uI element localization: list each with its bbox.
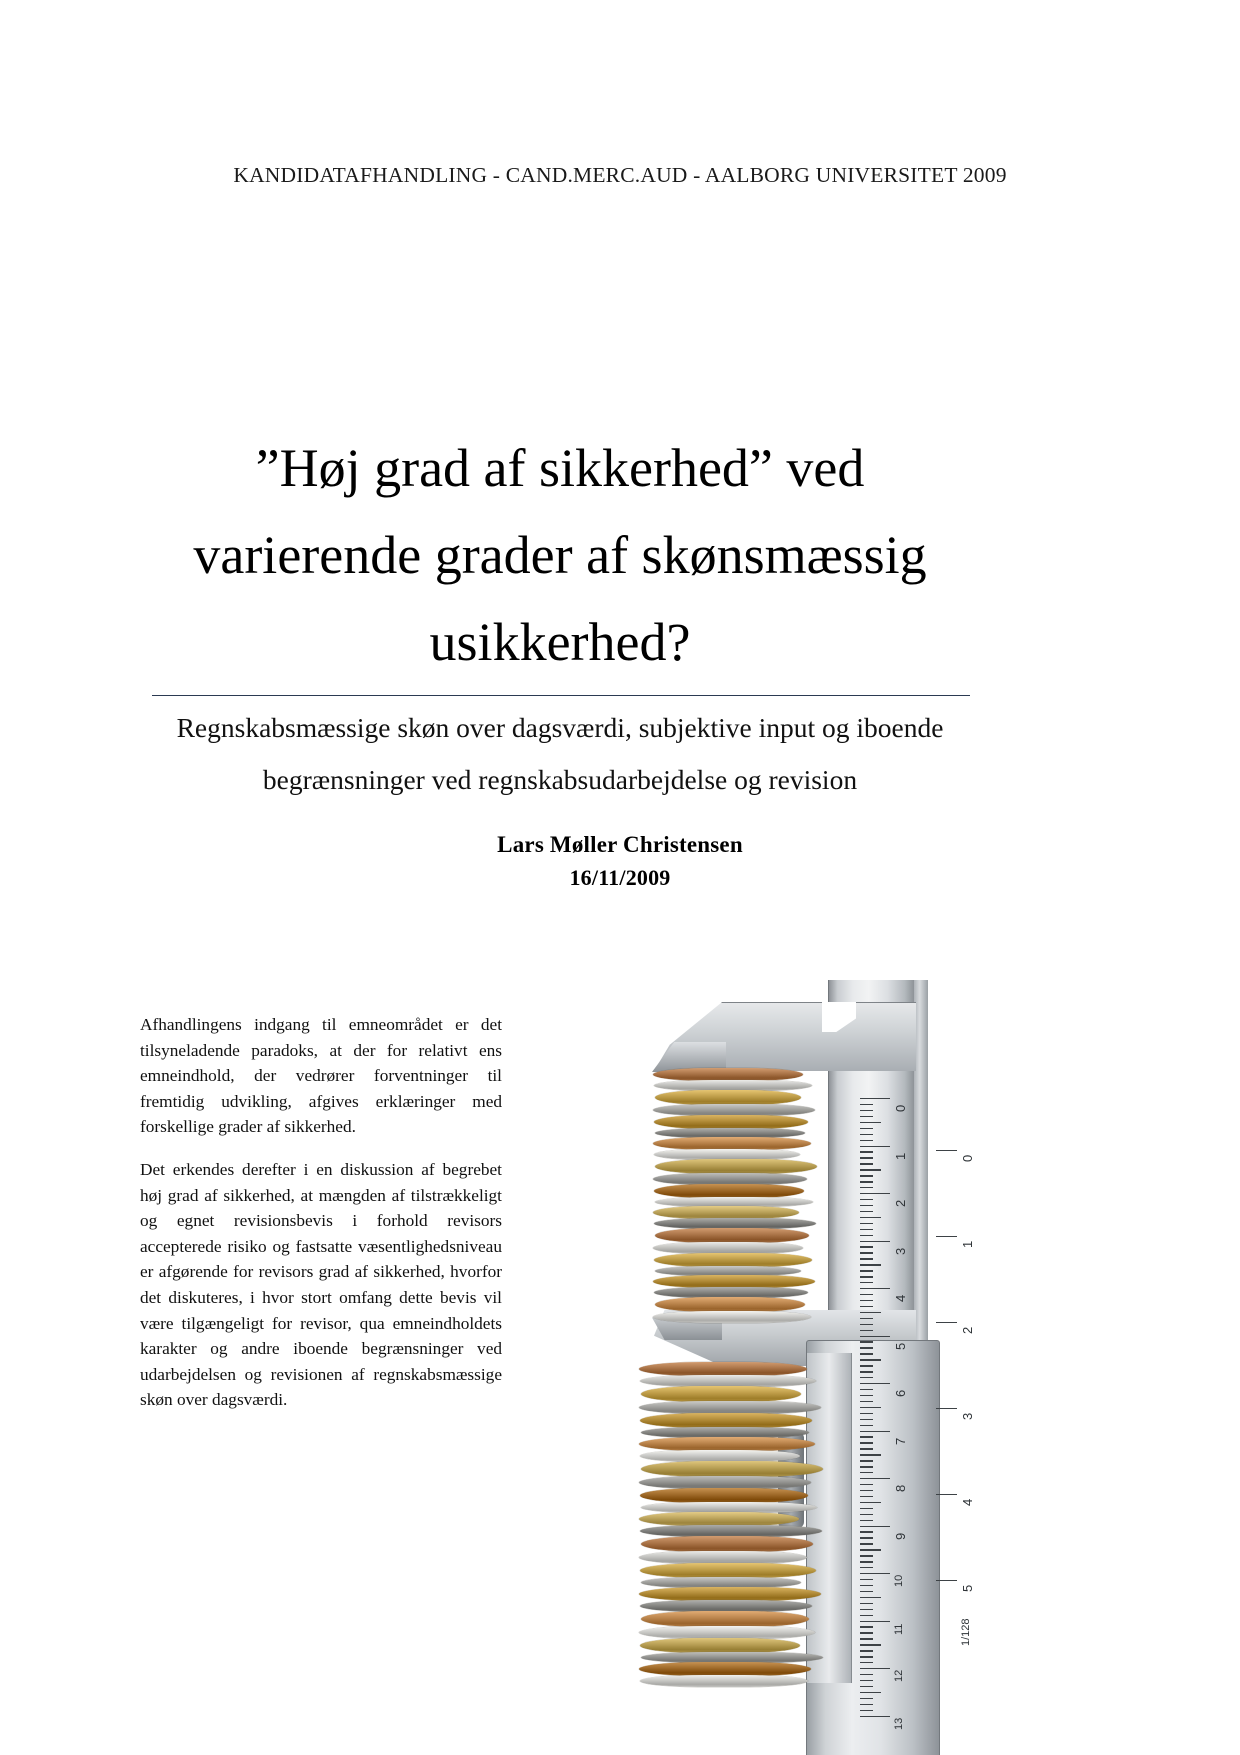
scale-tick-major bbox=[860, 1098, 890, 1099]
scale-tick-minor bbox=[860, 1181, 873, 1182]
scale-tick-minor bbox=[860, 1448, 873, 1449]
scale-tick-minor bbox=[860, 1674, 873, 1675]
scale-tick-minor bbox=[860, 1585, 873, 1586]
scale-tick-minor bbox=[860, 1609, 873, 1610]
scale-tick-minor bbox=[860, 1300, 873, 1301]
scale-label: 6 bbox=[893, 1389, 908, 1397]
scale-tick-minor bbox=[860, 1140, 873, 1141]
coin bbox=[655, 1297, 805, 1312]
scale-tick-major bbox=[860, 1146, 890, 1147]
scale-tick-minor bbox=[860, 1603, 873, 1604]
scale-tick-minor bbox=[860, 1371, 873, 1372]
scale-label: 10 bbox=[893, 1574, 905, 1587]
scale-tick-minor bbox=[860, 1520, 873, 1521]
abstract-block bbox=[140, 1012, 502, 1413]
scale-label: 4 bbox=[893, 1294, 908, 1302]
abstract-paragraph: Afhandlingens indgang til emneområdet er det tilsyneladende paradoks, at der for relativt ens emneindhold, der vedrører forventninger til fremtidig udvikling, afgives erklæringer med forskellige grader af sikkerhed. bbox=[140, 1015, 502, 1137]
scale-tick-minor bbox=[860, 1229, 873, 1230]
scale-tick-minor bbox=[860, 1472, 873, 1473]
scale-tick-minor bbox=[860, 1104, 873, 1105]
scale-tick-minor bbox=[860, 1555, 873, 1556]
coin bbox=[639, 1437, 815, 1451]
coin bbox=[641, 1386, 801, 1402]
coin bbox=[640, 1488, 808, 1503]
subtitle-line-2: begrænsninger ved regnskabsudarbejdelse og revision bbox=[262, 764, 858, 795]
scale-tick-minor bbox=[860, 1187, 873, 1188]
scale-tick-minor bbox=[860, 1294, 873, 1295]
coin bbox=[653, 1311, 811, 1323]
vernier-label: 5 bbox=[960, 1584, 975, 1592]
scale-label: 3 bbox=[893, 1247, 908, 1255]
title-line-1: ”Høj grad af sikkerhed” ved bbox=[255, 438, 865, 498]
scale-tick-minor bbox=[860, 1169, 881, 1170]
scale-tick-minor bbox=[860, 1389, 873, 1390]
scale-tick-minor bbox=[860, 1359, 881, 1360]
scale-tick-minor bbox=[860, 1199, 873, 1200]
vernier-tick bbox=[936, 1580, 957, 1581]
scale-tick-minor bbox=[860, 1377, 873, 1378]
scale-label: 9 bbox=[893, 1532, 908, 1540]
coin-stack-upper bbox=[644, 1068, 820, 1368]
scale-label: 8 bbox=[893, 1484, 908, 1492]
scale-tick-major bbox=[860, 1621, 890, 1622]
scale-tick-minor bbox=[860, 1626, 873, 1627]
scale-tick-minor bbox=[860, 1502, 881, 1503]
coin bbox=[641, 1461, 823, 1477]
scale-tick-minor bbox=[860, 1514, 873, 1515]
scale-tick-minor bbox=[860, 1110, 873, 1111]
scale-tick-major bbox=[860, 1431, 890, 1432]
scale-tick-minor bbox=[860, 1454, 881, 1455]
author-name: Lars Møller Christensen bbox=[497, 832, 743, 857]
vernier-label: 2 bbox=[960, 1326, 975, 1334]
scale-tick-minor bbox=[860, 1258, 873, 1259]
vernier-label: 4 bbox=[960, 1498, 975, 1506]
title-line-3: usikkerhed? bbox=[429, 612, 691, 672]
scale-tick-minor bbox=[860, 1490, 873, 1491]
scale-tick-minor bbox=[860, 1567, 873, 1568]
scale-tick-minor bbox=[860, 1425, 873, 1426]
scale-tick-minor bbox=[860, 1116, 873, 1117]
vernier-label: 0 bbox=[960, 1154, 975, 1162]
scale-tick-minor bbox=[860, 1163, 873, 1164]
scale-tick-minor bbox=[860, 1579, 873, 1580]
coin bbox=[639, 1587, 821, 1601]
coin bbox=[639, 1662, 811, 1676]
scale-tick-minor bbox=[860, 1395, 873, 1396]
scale-tick-minor bbox=[860, 1276, 873, 1277]
subtitle-block bbox=[150, 702, 970, 806]
scale-label: 2 bbox=[893, 1199, 908, 1207]
scale-tick-minor bbox=[860, 1597, 881, 1598]
coin bbox=[639, 1512, 799, 1526]
scale-tick-minor bbox=[860, 1704, 873, 1705]
scale-tick-minor bbox=[860, 1211, 873, 1212]
scale-tick-minor bbox=[860, 1175, 873, 1176]
photo-inner bbox=[636, 980, 1106, 1755]
scale-tick-minor bbox=[860, 1615, 873, 1616]
document-date: 16/11/2009 bbox=[569, 865, 671, 890]
vernier-tick bbox=[936, 1494, 957, 1495]
scale-tick-major bbox=[860, 1716, 890, 1717]
scale-label: 12 bbox=[893, 1669, 905, 1682]
scale-tick-minor bbox=[860, 1484, 873, 1485]
title-divider-rule bbox=[152, 695, 970, 696]
scale-tick-minor bbox=[860, 1680, 873, 1681]
scale-tick-minor bbox=[860, 1353, 873, 1354]
scale-tick-minor bbox=[860, 1223, 873, 1224]
scale-tick-minor bbox=[860, 1419, 873, 1420]
coin bbox=[640, 1675, 808, 1687]
scale-tick-minor bbox=[860, 1270, 873, 1271]
coin bbox=[639, 1362, 807, 1376]
scale-tick-minor bbox=[860, 1466, 873, 1467]
title-block bbox=[150, 425, 970, 686]
scale-tick-minor bbox=[860, 1413, 873, 1414]
scale-tick-minor bbox=[860, 1442, 873, 1443]
scale-tick-minor bbox=[860, 1217, 881, 1218]
coin bbox=[654, 1115, 808, 1129]
coin bbox=[641, 1611, 809, 1627]
scale-tick-minor bbox=[860, 1436, 873, 1437]
scale-tick-minor bbox=[860, 1312, 881, 1313]
scale-tick-major bbox=[860, 1383, 890, 1384]
vernier-tick bbox=[936, 1408, 957, 1409]
scale-tick-minor bbox=[860, 1347, 873, 1348]
scale-tick-minor bbox=[860, 1407, 881, 1408]
scale-tick-minor bbox=[860, 1656, 873, 1657]
scale-tick-major bbox=[860, 1336, 890, 1337]
scale-tick-minor bbox=[860, 1460, 873, 1461]
vernier-tick bbox=[936, 1322, 957, 1323]
scale-tick-major bbox=[860, 1478, 890, 1479]
coin bbox=[641, 1536, 813, 1552]
scale-tick-minor bbox=[860, 1401, 873, 1402]
scale-tick-minor bbox=[860, 1365, 873, 1366]
scale-tick-minor bbox=[860, 1591, 873, 1592]
vernier-fraction-label: 1/128 bbox=[960, 1618, 972, 1646]
scale-tick-minor bbox=[860, 1157, 873, 1158]
scale-tick-minor bbox=[860, 1692, 881, 1693]
scale-label: 5 bbox=[893, 1342, 908, 1350]
scale-tick-minor bbox=[860, 1341, 873, 1342]
scale-tick-major bbox=[860, 1573, 890, 1574]
scale-label: 1 bbox=[893, 1152, 908, 1160]
scale-tick-major bbox=[860, 1668, 890, 1669]
scale-tick-minor bbox=[860, 1549, 881, 1550]
coin-stack-lower bbox=[636, 1362, 832, 1755]
vernier-label: 3 bbox=[960, 1412, 975, 1420]
scale-tick-minor bbox=[860, 1644, 881, 1645]
scale-tick-minor bbox=[860, 1246, 873, 1247]
scale-tick-minor bbox=[860, 1686, 873, 1687]
coin bbox=[654, 1184, 804, 1198]
scale-tick-major bbox=[860, 1241, 890, 1242]
scale-tick-minor bbox=[860, 1282, 873, 1283]
scale-label: 0 bbox=[893, 1104, 908, 1112]
coin bbox=[640, 1413, 812, 1428]
subtitle-line-1: Regnskabsmæssige skøn over dagsværdi, subjektive input og iboende bbox=[176, 712, 944, 743]
scale-tick-minor bbox=[860, 1710, 873, 1711]
scale-label: 13 bbox=[893, 1717, 905, 1730]
title-line-2: varierende grader af skønsmæssig bbox=[193, 525, 927, 585]
scale-tick-minor bbox=[860, 1264, 881, 1265]
document-header: KANDIDATAFHANDLING - CAND.MERC.AUD - AALBORG UNIVERSITET 2009 bbox=[233, 163, 1007, 187]
coin bbox=[655, 1228, 809, 1243]
scale-tick-minor bbox=[860, 1508, 873, 1509]
scale-tick-minor bbox=[860, 1306, 873, 1307]
scale-tick-minor bbox=[860, 1496, 873, 1497]
scale-tick-minor bbox=[860, 1698, 873, 1699]
scale-tick-minor bbox=[860, 1235, 873, 1236]
scale-tick-minor bbox=[860, 1151, 873, 1152]
author-block bbox=[0, 828, 1240, 894]
scale-tick-minor bbox=[860, 1252, 873, 1253]
scale-tick-major bbox=[860, 1193, 890, 1194]
coin bbox=[654, 1253, 812, 1267]
scale-tick-minor bbox=[860, 1330, 873, 1331]
scale-tick-major bbox=[860, 1526, 890, 1527]
scale-tick-minor bbox=[860, 1543, 873, 1544]
scale-tick-minor bbox=[860, 1531, 873, 1532]
scale-tick-major bbox=[860, 1288, 890, 1289]
coin bbox=[640, 1563, 816, 1578]
cover-photo-caliper-coins bbox=[636, 980, 1106, 1755]
abstract-paragraph: Det erkendes derefter i en diskussion af begrebet høj grad af sikkerhed, at mængden af tilstrækkeligt og egnet revisionsbevis i forhold revisors accepterede risiko og fastsatte væsentlighedsniveau er afgørende for revisors grad af sikkerhed, hvorfor det diskuteres, i hvor stort omfang dette bevis vil være tilgængeligt for revisor, qua emneindholdets karakter og andre iboende begrænsninger ved udarbejdelsen og revisionen af regnskabsmæssige skøn over dagsværdi. bbox=[140, 1159, 502, 1410]
scale-tick-minor bbox=[860, 1205, 873, 1206]
coin bbox=[655, 1159, 817, 1174]
vernier-label: 1 bbox=[960, 1240, 975, 1248]
scale-tick-minor bbox=[860, 1122, 881, 1123]
scale-tick-minor bbox=[860, 1134, 873, 1135]
scale-label: 7 bbox=[893, 1437, 908, 1445]
vernier-tick bbox=[936, 1150, 957, 1151]
scale-tick-minor bbox=[860, 1537, 873, 1538]
scale-tick-minor bbox=[860, 1324, 873, 1325]
scale-tick-minor bbox=[860, 1128, 873, 1129]
vernier-tick bbox=[936, 1236, 957, 1237]
scale-tick-minor bbox=[860, 1662, 873, 1663]
scale-label: 11 bbox=[893, 1623, 905, 1635]
coin bbox=[655, 1090, 801, 1105]
scale-tick-minor bbox=[860, 1561, 873, 1562]
coin bbox=[640, 1638, 800, 1653]
scale-tick-minor bbox=[860, 1318, 873, 1319]
scale-tick-minor bbox=[860, 1632, 873, 1633]
scale-tick-minor bbox=[860, 1638, 873, 1639]
scale-tick-minor bbox=[860, 1650, 873, 1651]
